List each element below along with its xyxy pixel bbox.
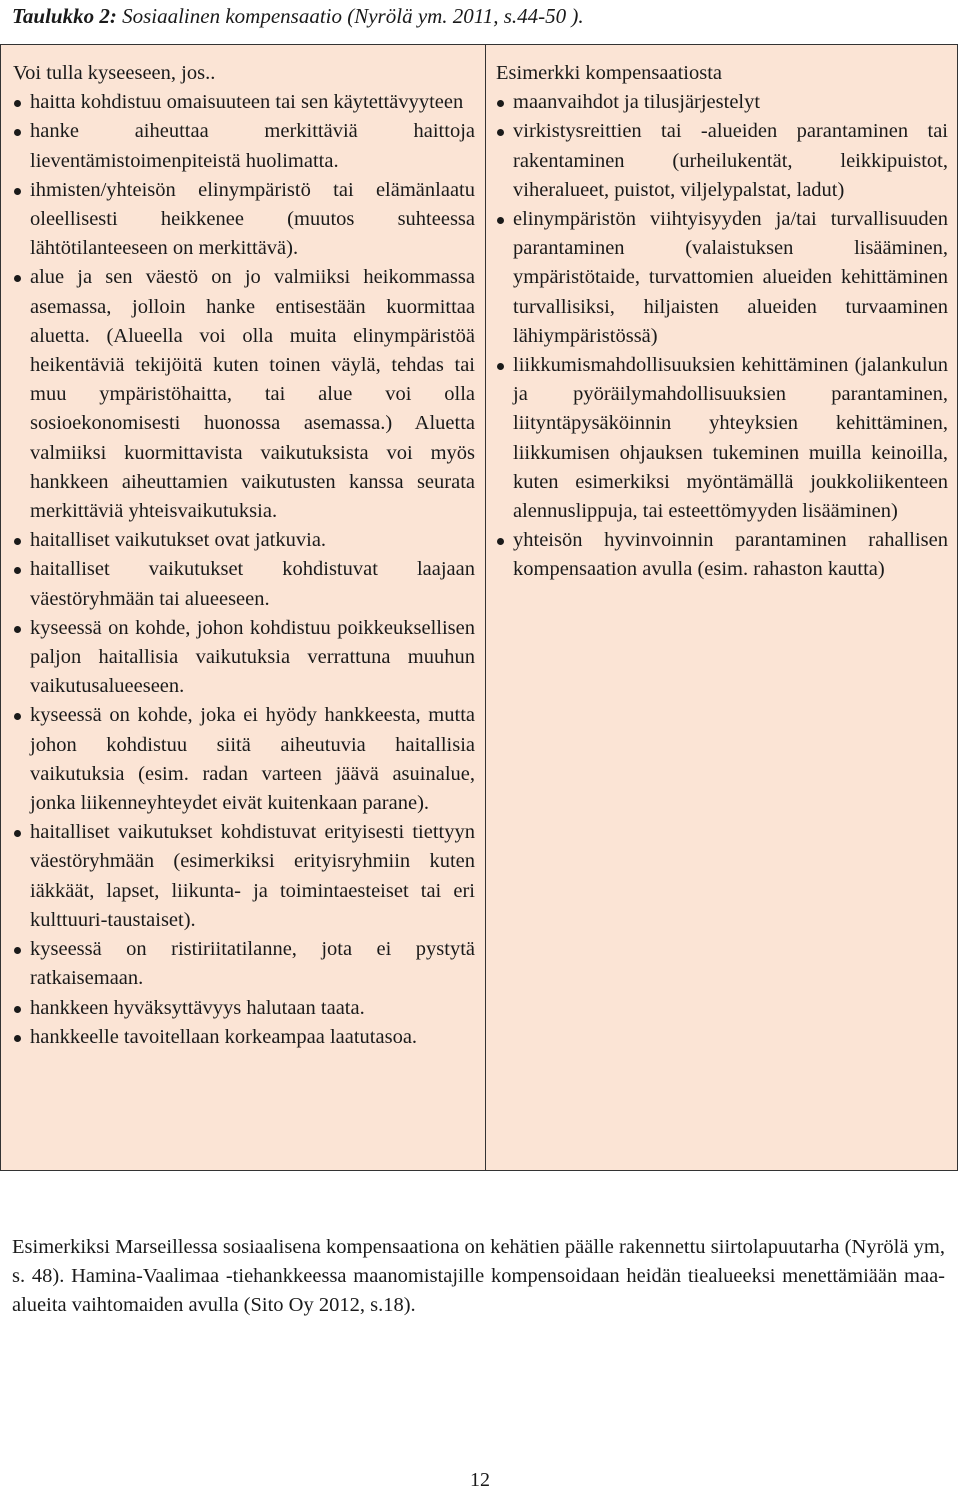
bullet-icon [14, 100, 21, 107]
list-item [13, 1023, 475, 1052]
list-item [496, 526, 948, 584]
bullet-icon [14, 947, 21, 954]
left-bullet-list [13, 88, 475, 1052]
list-item [496, 88, 948, 117]
list-item [13, 88, 475, 117]
list-item [13, 526, 475, 555]
page-number: 12 [470, 1469, 490, 1491]
bullet-icon [497, 129, 504, 136]
list-item [13, 555, 475, 613]
list-item-text: haitta kohdistuu omaisuuteen tai sen käytettävyyteen [30, 91, 464, 114]
right-bullet-list [496, 88, 948, 584]
bullet-icon [14, 713, 21, 720]
list-item-text: elinympäristön viihtyisyyden ja/tai turvallisuuden parantaminen (valaistuksen lisääminen, ympäristötaide, turvattomien alueiden kehittäminen turvallisiksi, hiljaisten alueiden turvaaminen lähiympäristössä) [513, 208, 948, 347]
left-column-header: Voi tulla kyseeseen, jos.. [13, 62, 216, 84]
list-item [13, 994, 475, 1023]
bullet-icon [14, 1006, 21, 1013]
list-item [496, 205, 948, 351]
list-item [13, 614, 475, 702]
list-item-text: hanke aiheuttaa merkittäviä haittoja lieventämistoimenpiteistä huolimatta. [30, 120, 475, 172]
caption-text: Sosiaalinen kompensaatio (Nyrölä ym. 2011, s.44-50 ). [116, 4, 584, 28]
bullet-icon [14, 830, 21, 837]
list-item [496, 117, 948, 205]
right-column-header: Esimerkki kompensaatiosta [496, 62, 723, 84]
bullet-icon [14, 129, 21, 136]
list-item-text: hankkeen hyväksyttävyys halutaan taata. [30, 996, 365, 1019]
list-item [13, 935, 475, 993]
column-divider [485, 45, 486, 1170]
list-item [13, 263, 475, 526]
list-item-text: haitalliset vaikutukset ovat jatkuvia. [30, 529, 327, 552]
list-item-text: kyseessä on kohde, johon kohdistuu poikkeuksellisen paljon haitallisia vaikutuksia verrattuna muuhun vaikutusalueeseen. [30, 616, 475, 698]
bullet-icon [497, 363, 504, 370]
bullet-icon [14, 1035, 21, 1042]
bullet-icon [14, 626, 21, 633]
bullet-icon [14, 188, 21, 195]
bullet-icon [497, 100, 504, 107]
list-item-text: ihmisten/yhteisön elinympäristö tai elämänlaatu oleellisesti heikkenee (muutos suhteessa lähtötilanteeseen on merkittävä). [30, 178, 475, 260]
bullet-icon [14, 538, 21, 545]
right-column [496, 59, 948, 585]
bullet-icon [14, 567, 21, 574]
table-caption [12, 2, 584, 30]
bullet-icon [14, 275, 21, 282]
list-item-text: alue ja sen väestö on jo valmiiksi heikommassa asemassa, jolloin hanke entisestään kuormittaa aluetta. (Alueella voi olla muita elinympäristöä heikentäviä tekijöitä kuten toinen väylä, tehdas tai muu ympäristöhaitta, tai alue voi olla sosioekonomisesti huonossa asemassa.) Aluetta valmiiksi kuormittavista vaikutuksista voi myös hankkeen aiheuttamien vaikutusten kanssa seurata merkittäviä yhteisvaikutuksia. [30, 266, 475, 523]
list-item-text: kyseessä on kohde, joka ei hyödy hankkeesta, mutta johon kohdistuu siitä aiheutuvia haitallisia vaikutuksia (esim. radan varteen jäävä asuinalue, jonka liikenneyhteydet eivät kuitenkaan parane). [30, 704, 475, 815]
list-item-text: liikkumismahdollisuuksien kehittäminen (jalankulun ja pyöräilymahdollisuuksien parantaminen, liityntäpysäköinnin yhteyksien kehittäminen, liikkumisen ohjauksen tukeminen muilla keinoilla, kuten esimerkiksi myöntämällä joukkoliikenteen alennuslippuja, tai esteettömyyden lisääminen) [513, 354, 948, 523]
list-item-text: yhteisön hyvinvoinnin parantaminen rahallisen kompensaation avulla (esim. rahaston kautta) [513, 529, 948, 581]
compensation-table [0, 44, 958, 1171]
list-item-text: haitalliset vaikutukset kohdistuvat laajaan väestöryhmään tai alueeseen. [30, 558, 475, 610]
bullet-icon [497, 538, 504, 545]
list-item [13, 117, 475, 175]
list-item [13, 176, 475, 264]
body-paragraph: Esimerkiksi Marseillessa sosiaalisena kompensaationa on kehätien päälle rakennettu siirtolapuutarha (Nyrölä ym, s. 48). Hamina-Vaalimaa -tiehankkeessa maanomistajille kompensoidaan heidän tiealueeksi menettämiään maa-alueita vaihtomaiden avulla (Sito Oy 2012, s.18). [12, 1236, 945, 1317]
list-item-text: virkistysreittien tai -alueiden parantaminen tai rakentaminen (urheilukentät, leikkipuistot, viheralueet, puistot, viljelypalstat, ladut) [513, 120, 948, 201]
list-item-text: kyseessä on ristiriitatilanne, jota ei pystytä ratkaisemaan. [30, 938, 475, 990]
list-item [13, 701, 475, 818]
list-item-text: hankkeelle tavoitellaan korkeampaa laatutasoa. [30, 1025, 418, 1048]
list-item [496, 351, 948, 526]
caption-label: Taulukko 2: [12, 4, 117, 28]
left-column [13, 59, 475, 1052]
list-item-text: haitalliset vaikutukset kohdistuvat erityisesti tiettyyn väestöryhmään (esimerkiksi erityisryhmiin kuten iäkkäät, lapset, liikunta- ja toimintaesteiset tai eri kulttuuri-taustaiset). [30, 821, 475, 931]
list-item [13, 818, 475, 935]
list-item-text: maanvaihdot ja tilusjärjestelyt [513, 91, 761, 114]
bullet-icon [497, 217, 504, 224]
